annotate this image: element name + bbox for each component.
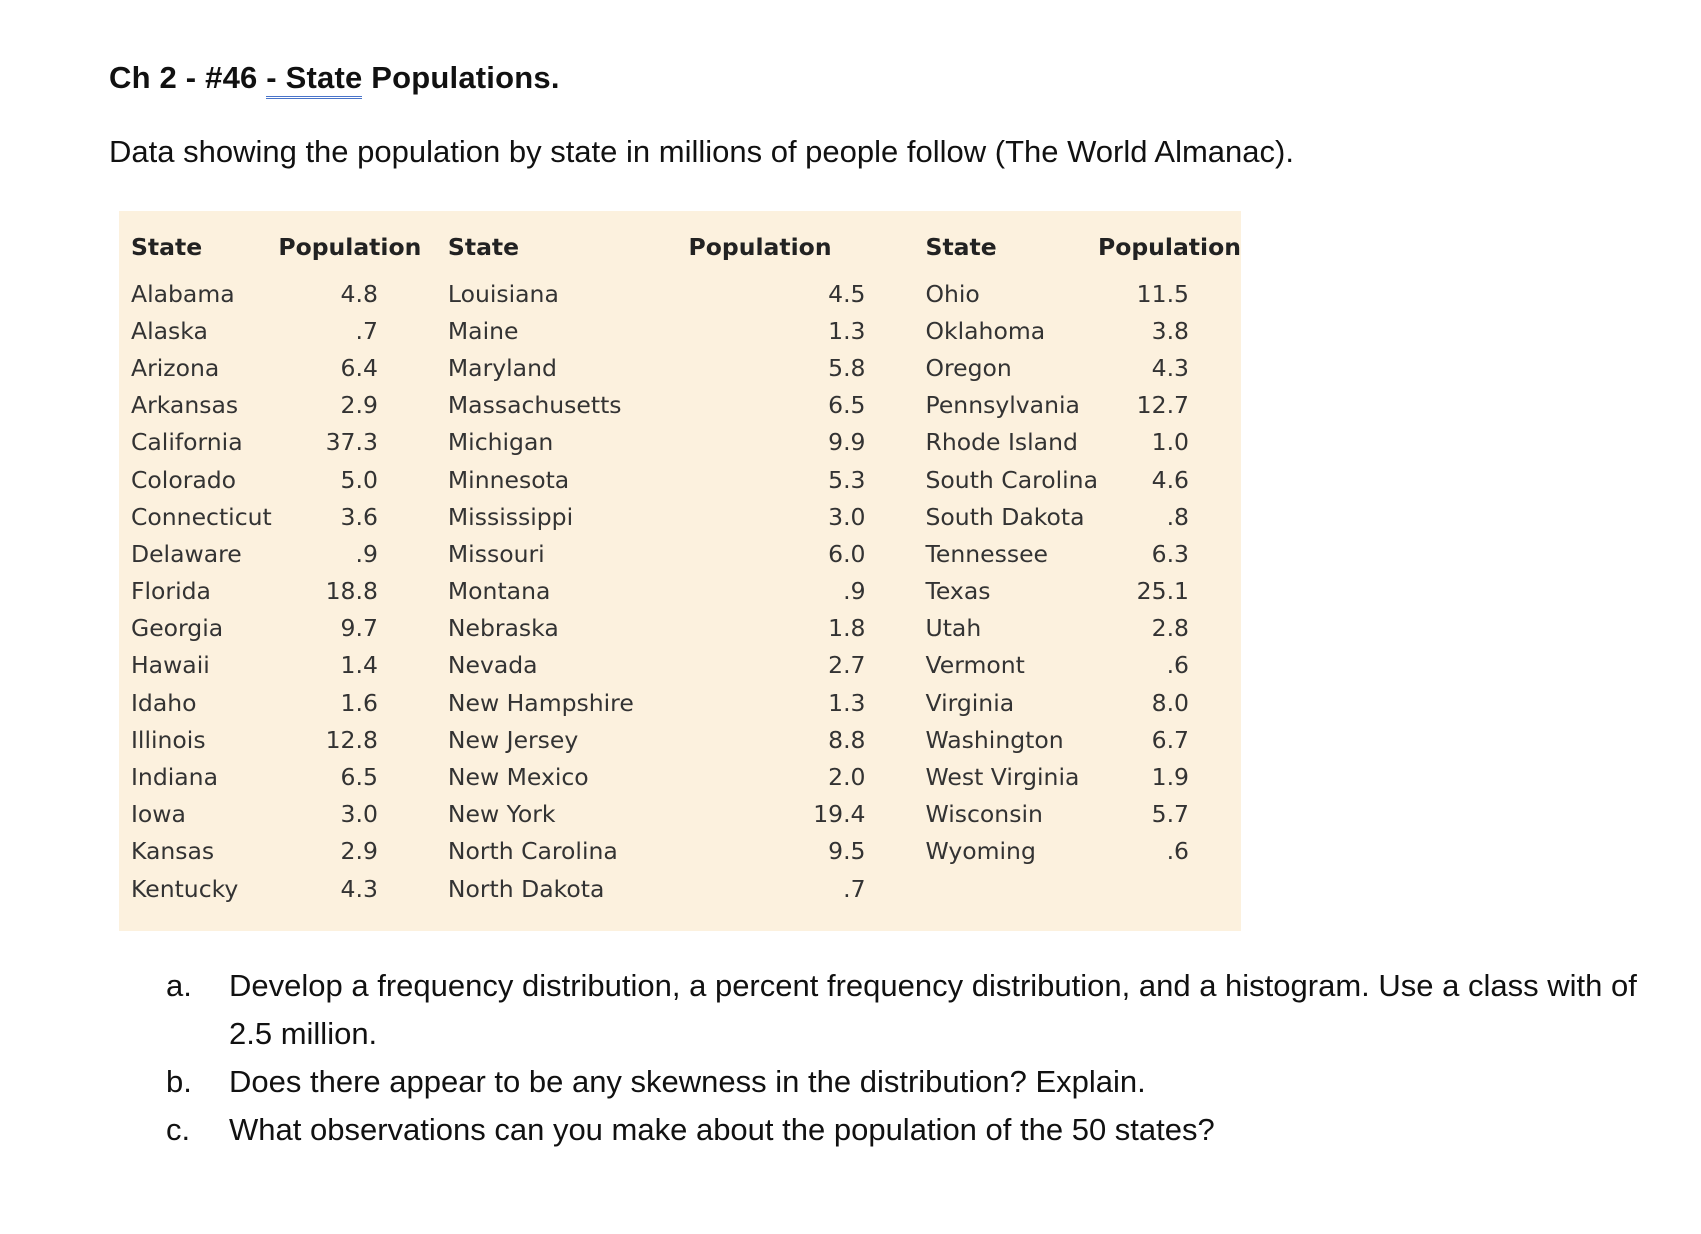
state-cell: Illinois — [131, 725, 206, 754]
title-suffix: Populations. — [362, 60, 560, 95]
table-row — [119, 424, 1241, 461]
state-cell: Wisconsin — [925, 800, 1043, 829]
table-row — [119, 833, 1241, 870]
question-text: Does there appear to be any skewness in the distribution? Explain. — [229, 1064, 1146, 1099]
header-population-1: Population — [278, 233, 422, 261]
state-cell: North Carolina — [447, 837, 618, 866]
state-cell: Arkansas — [131, 391, 239, 420]
table-row — [119, 721, 1241, 758]
population-cell: 6.3 — [1151, 539, 1189, 568]
table-row — [119, 647, 1241, 684]
population-cell: 5.0 — [340, 465, 378, 494]
population-cell: 4.6 — [1151, 465, 1189, 494]
state-cell: Massachusetts — [447, 391, 622, 420]
population-cell: 2.0 — [828, 763, 866, 792]
header-population-2: Population — [688, 233, 832, 261]
title-linked-part — [266, 60, 362, 99]
population-cell — [1098, 870, 1241, 907]
population-cell: .9 — [355, 539, 378, 568]
population-cell: 6.7 — [1151, 725, 1189, 754]
population-cell: 2.8 — [1151, 614, 1189, 643]
population-cell: 1.8 — [828, 614, 866, 643]
state-cell: Kansas — [131, 837, 215, 866]
question-letter: c. — [166, 1112, 191, 1147]
population-cell: 2.9 — [340, 837, 378, 866]
population-cell: 4.5 — [828, 279, 866, 308]
table-row — [119, 275, 1241, 312]
state-cell: Nebraska — [447, 614, 559, 643]
population-cell: 6.4 — [340, 353, 378, 382]
state-cell: South Carolina — [925, 465, 1098, 494]
table-row — [119, 461, 1241, 498]
state-cell: Indiana — [131, 763, 218, 792]
title-dash: - — [266, 60, 286, 95]
header-state-3: State — [925, 233, 997, 261]
title-linked-word: State — [285, 60, 363, 95]
state-cell: Hawaii — [131, 651, 210, 680]
question-b — [166, 1058, 1686, 1106]
state-cell: Montana — [447, 577, 551, 606]
question-text: Develop a frequency distribution, a percent frequency distribution, and a histogram. Use a class with of 2.5 million. — [229, 968, 1637, 1051]
state-cell: Wyoming — [925, 837, 1036, 866]
state-cell: Washington — [925, 725, 1064, 754]
population-cell: 3.0 — [828, 502, 866, 531]
population-cell: .7 — [843, 874, 866, 903]
state-cell: Missouri — [447, 539, 545, 568]
population-cell: 8.8 — [828, 725, 866, 754]
state-cell: Oregon — [925, 353, 1012, 382]
population-cell: 1.0 — [1151, 428, 1189, 457]
population-cell: 4.3 — [340, 874, 378, 903]
population-cell: 9.5 — [828, 837, 866, 866]
page-title — [109, 60, 560, 96]
state-cell: Delaware — [131, 539, 242, 568]
population-cell: .6 — [1166, 651, 1189, 680]
state-cell: Vermont — [925, 651, 1025, 680]
population-cell: .8 — [1166, 502, 1189, 531]
state-cell: Colorado — [131, 465, 237, 494]
state-cell: Rhode Island — [925, 428, 1078, 457]
state-cell: North Dakota — [447, 874, 605, 903]
state-cell: New Mexico — [447, 763, 589, 792]
population-cell: 3.6 — [340, 502, 378, 531]
state-cell: Tennessee — [925, 539, 1048, 568]
state-cell: Minnesota — [447, 465, 570, 494]
state-cell: Florida — [131, 577, 211, 606]
state-cell — [914, 870, 1098, 907]
population-cell: 4.3 — [1151, 353, 1189, 382]
population-cell: 1.6 — [340, 688, 378, 717]
population-cell: 25.1 — [1136, 577, 1189, 606]
question-c — [166, 1106, 1686, 1154]
table-body — [119, 275, 1241, 907]
population-cell: 8.0 — [1151, 688, 1189, 717]
population-table — [119, 233, 1241, 907]
table-row — [119, 498, 1241, 535]
state-cell: Kentucky — [131, 874, 239, 903]
state-cell: Oklahoma — [925, 316, 1046, 345]
table-header-row — [119, 233, 1241, 275]
question-letter: a. — [166, 968, 192, 1003]
population-cell: .6 — [1166, 837, 1189, 866]
table-row — [119, 535, 1241, 572]
population-table-panel — [119, 211, 1241, 931]
population-cell: .9 — [843, 577, 866, 606]
population-cell: 37.3 — [325, 428, 378, 457]
state-cell: Alabama — [131, 279, 235, 308]
title-prefix: Ch 2 - #46 — [109, 60, 267, 95]
population-cell: 5.3 — [828, 465, 866, 494]
state-cell: New York — [447, 800, 556, 829]
question-text: What observations can you make about the population of the 50 states? — [229, 1112, 1215, 1147]
population-cell: 2.9 — [340, 391, 378, 420]
state-cell: Michigan — [447, 428, 554, 457]
table-row — [119, 758, 1241, 795]
population-cell: 11.5 — [1136, 279, 1189, 308]
header-state-2: State — [447, 233, 520, 261]
question-list — [166, 962, 1686, 1154]
population-cell: 5.7 — [1151, 800, 1189, 829]
state-cell: New Jersey — [447, 725, 579, 754]
table-row — [119, 796, 1241, 833]
state-cell: Maine — [447, 316, 519, 345]
population-cell: 3.8 — [1151, 316, 1189, 345]
state-cell: Alaska — [131, 316, 208, 345]
population-cell: 6.5 — [340, 763, 378, 792]
population-cell: 19.4 — [813, 800, 866, 829]
state-cell: New Hampshire — [447, 688, 634, 717]
table-row — [119, 684, 1241, 721]
population-cell: 12.8 — [325, 725, 378, 754]
state-cell: South Dakota — [925, 502, 1085, 531]
state-cell: Louisiana — [447, 279, 559, 308]
state-cell: California — [131, 428, 243, 457]
table-row — [119, 387, 1241, 424]
table-row — [119, 610, 1241, 647]
table-row — [119, 573, 1241, 610]
table-row — [119, 349, 1241, 386]
state-cell: Pennsylvania — [925, 391, 1080, 420]
population-cell: 4.8 — [340, 279, 378, 308]
population-cell: .7 — [355, 316, 378, 345]
intro-text: Data showing the population by state in millions of people follow (The World Almanac). — [109, 134, 1294, 169]
state-cell: Arizona — [131, 353, 220, 382]
state-cell: Connecticut — [131, 502, 272, 531]
state-cell: West Virginia — [925, 763, 1080, 792]
question-letter: b. — [166, 1064, 192, 1099]
state-cell: Virginia — [925, 688, 1015, 717]
population-cell: 9.9 — [828, 428, 866, 457]
population-cell: 2.7 — [828, 651, 866, 680]
header-population-3: Population — [1097, 233, 1241, 261]
question-a — [166, 962, 1686, 1058]
state-cell: Idaho — [131, 688, 197, 717]
table-row — [119, 312, 1241, 349]
table-row — [119, 870, 1241, 907]
population-cell: 18.8 — [325, 577, 378, 606]
population-cell: 5.8 — [828, 353, 866, 382]
header-state-1: State — [131, 233, 203, 261]
population-cell: 1.4 — [340, 651, 378, 680]
population-cell: 1.3 — [828, 316, 866, 345]
population-cell: 6.0 — [828, 539, 866, 568]
state-cell: Ohio — [925, 279, 980, 308]
state-cell: Texas — [925, 577, 991, 606]
population-cell: 6.5 — [828, 391, 866, 420]
state-cell: Maryland — [447, 353, 557, 382]
state-cell: Utah — [925, 614, 982, 643]
population-cell: 1.3 — [828, 688, 866, 717]
population-cell: 1.9 — [1151, 763, 1189, 792]
state-cell: Georgia — [131, 614, 224, 643]
population-cell: 12.7 — [1136, 391, 1189, 420]
population-cell: 3.0 — [340, 800, 378, 829]
state-cell: Mississippi — [447, 502, 574, 531]
state-cell: Iowa — [131, 800, 186, 829]
population-cell: 9.7 — [340, 614, 378, 643]
state-cell: Nevada — [447, 651, 538, 680]
